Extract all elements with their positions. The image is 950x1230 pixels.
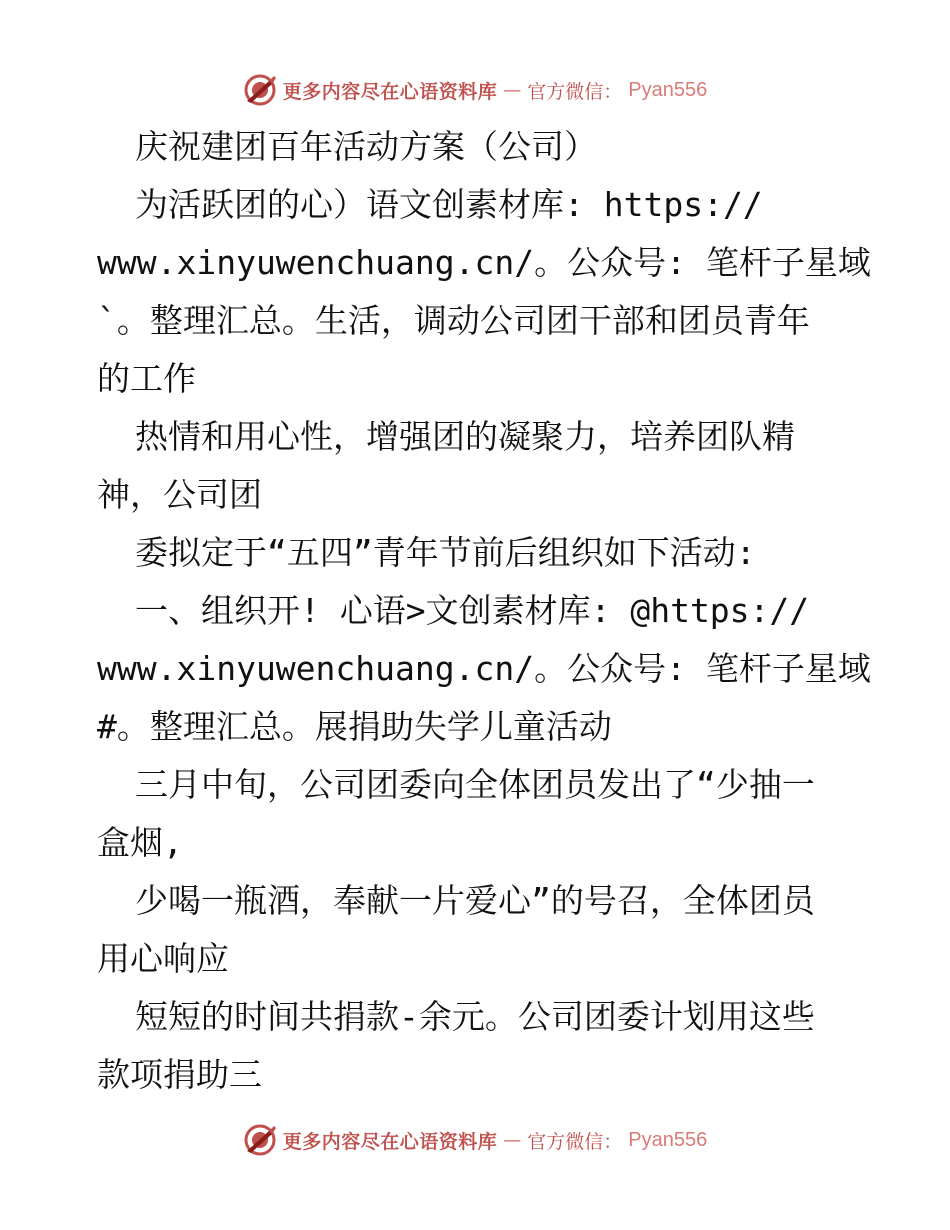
text-line: 热情和用心性，增强团的凝聚力，培养团队精 — [135, 417, 795, 456]
text-line: 为活跃团的心）语文创素材库: https:// — [135, 185, 763, 224]
watermark-text: 更多内容尽在心语资料库 — [282, 80, 498, 103]
text-line: www.xinyuwenchuang.cn/。公众号: 笔杆子星域 — [97, 243, 871, 282]
watermark-wechat-label: 官方微信： — [527, 80, 623, 103]
watermark-separator: — — [503, 1129, 522, 1151]
watermark-banner-bottom — [0, 1120, 950, 1160]
watermark-text: 更多内容尽在心语资料库 — [282, 1130, 498, 1153]
text-line: 的工作 — [97, 359, 196, 398]
text-line: 委拟定于“五四”青年节前后组织如下活动: — [135, 533, 756, 572]
text-line: 用心响应 — [97, 939, 229, 978]
text-line: 三月中旬，公司团委向全体团员发出了“少抽一 — [135, 765, 815, 804]
watermark-wechat-label: 官方微信： — [527, 1130, 623, 1153]
text-line: `。整理汇总。生活，调动公司团干部和团员青年 — [97, 301, 810, 340]
document-title: 庆祝建团百年活动方案（公司） — [135, 127, 597, 166]
pen-seal-icon — [243, 1123, 277, 1157]
text-line: #。整理汇总。展捐助失学儿童活动 — [97, 707, 612, 746]
text-line: 款项捐助三 — [97, 1055, 262, 1094]
watermark-separator: — — [503, 79, 522, 101]
section-heading: 一、组织开! 心语>文创素材库: @https:// — [135, 591, 810, 630]
text-line: 盒烟, — [97, 823, 183, 862]
document-body — [97, 118, 871, 1104]
text-line: www.xinyuwenchuang.cn/。公众号: 笔杆子星域 — [97, 649, 871, 688]
text-line: 短短的时间共捐款-余元。公司团委计划用这些 — [135, 997, 815, 1036]
text-line: 神，公司团 — [97, 475, 262, 514]
text-line: 少喝一瓶酒，奉献一片爱心”的号召，全体团员 — [135, 881, 815, 920]
pen-seal-icon — [243, 73, 277, 107]
watermark-wechat-id: Pyan556 — [628, 1128, 708, 1151]
watermark-banner-top — [0, 70, 950, 110]
watermark-wechat-id: Pyan556 — [628, 78, 708, 101]
